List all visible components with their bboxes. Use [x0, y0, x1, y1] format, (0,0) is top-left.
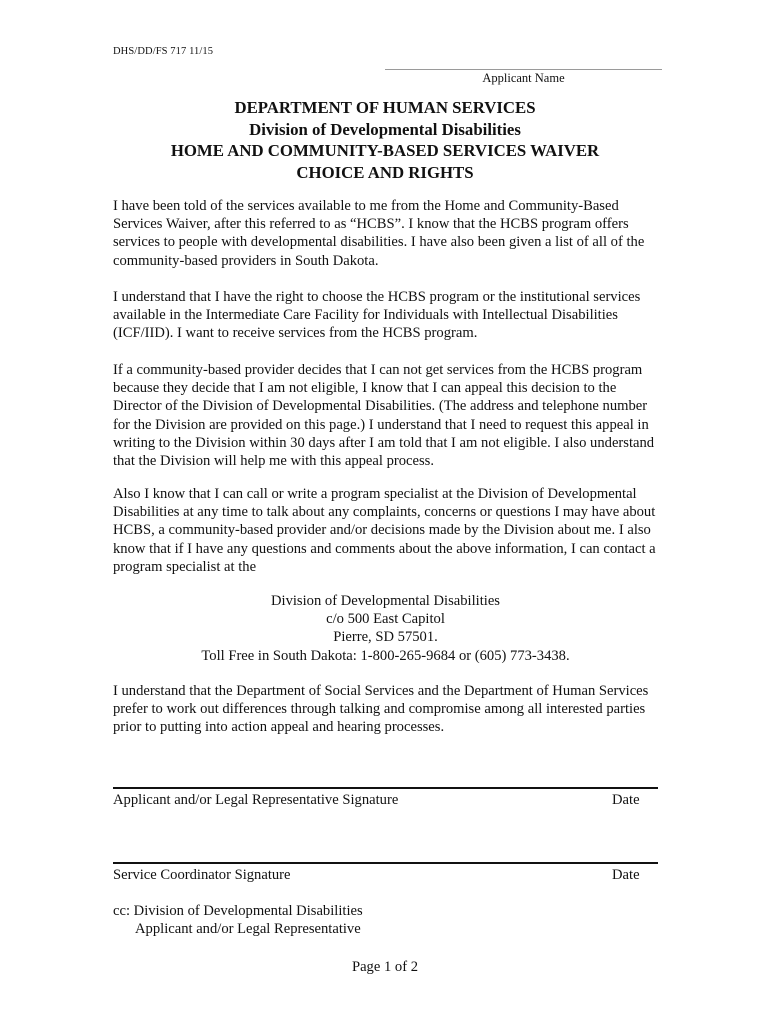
- coordinator-date-label: Date: [612, 867, 640, 883]
- division-title: Division of Developmental Disabilities: [249, 119, 521, 139]
- applicant-date-label: Date: [612, 792, 640, 808]
- paragraph-appeal: If a community-based provider decides that I can not get services from the HCBS program because they decide that I am not eligible, I know that I can appeal this decision to the Director of the Division of Developmental Disabilities. (The address and telephone number for the Division are provided on this page.) I understand that I need to request this appeal in writing to the Division within 30 days after I am told that I am not eligible. I also understand that the Division will help me with this appeal process.: [113, 362, 655, 470]
- cc-list: [113, 902, 363, 938]
- division-address: [113, 592, 658, 665]
- applicant-signature-label: Applicant and/or Legal Representative Signature: [113, 792, 399, 808]
- waiver-title: HOME AND COMMUNITY-BASED SERVICES WAIVER: [170, 141, 600, 160]
- cc-line-applicant: Applicant and/or Legal Representative: [135, 921, 361, 938]
- paragraph-dispute-resolution: I understand that the Department of Social Services and the Department of Human Services prefer to work out differences through talking and compromise among all interested parties prior to putting into action appeal and hearing processes.: [113, 683, 649, 736]
- form-id: DHS/DD/FS 717 11/15: [113, 46, 214, 57]
- department-title: DEPARTMENT OF HUMAN SERVICES: [234, 98, 536, 117]
- applicant-name-label: Applicant Name: [482, 71, 565, 85]
- paragraph-program-specialist: Also I know that I can call or write a program specialist at the Division of Developmental Disabilities at any time to talk about any complaints, concerns or questions I may have about HCBS, a community-based provider and/or decisions made by the Division about me. I also know that if I have any questions and comments about the above information, I can contact a program specialist at the: [113, 486, 656, 575]
- address-division: Division of Developmental Disabilities: [270, 593, 500, 609]
- address-city: Pierre, SD 57501.: [333, 629, 438, 646]
- choice-rights-title: CHOICE AND RIGHTS: [296, 162, 474, 182]
- applicant-name-field[interactable]: [385, 69, 662, 70]
- document-header: [100, 97, 670, 183]
- cc-line-division: cc: Division of Developmental Disabilities: [113, 903, 363, 919]
- paragraph-right-to-choose: I understand that I have the right to choose the HCBS program or the institutional services available in the Intermediate Care Facility for Individuals with Intellectual Disabilities (ICF/IID). I want to receive services from the HCBS program.: [113, 289, 641, 342]
- address-phone: Toll Free in South Dakota: 1-800-265-9684 or (605) 773-3438.: [201, 647, 570, 664]
- applicant-signature-line[interactable]: [113, 787, 658, 789]
- coordinator-signature-label: Service Coordinator Signature: [113, 867, 291, 883]
- page-number: Page 1 of 2: [351, 959, 419, 975]
- address-street: c/o 500 East Capitol: [326, 611, 445, 628]
- coordinator-signature-line[interactable]: [113, 862, 658, 864]
- paragraph-services-told: I have been told of the services available to me from the Home and Community-Based Services Waiver, after this referred to as “HCBS”. I know that the HCBS program offers services to people with developmental disabilities. I have also been given a list of all of the community-based providers in South Dakota.: [113, 198, 645, 269]
